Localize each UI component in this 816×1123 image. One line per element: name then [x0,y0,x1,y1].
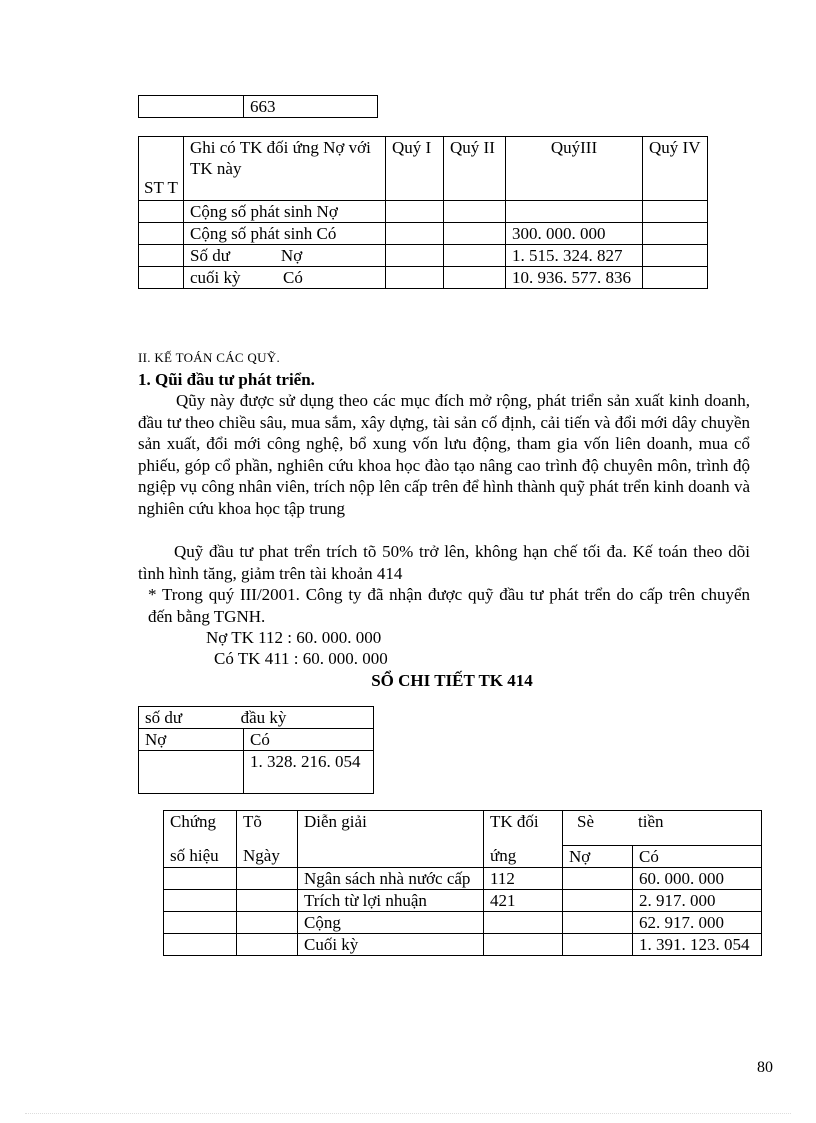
paragraph-3: * Trong quý III/2001. Công ty đã nhận được quỹ đầu tư phát trển do cấp trên chuyển đến bằng TGNH. [148,585,750,626]
journal-entry-debit: Nợ TK 112 : 60. 000. 000 [206,628,382,647]
table-cell [386,201,444,223]
table-cell [237,912,298,934]
table-cell [643,223,708,245]
account-code: 663 [244,96,378,118]
header-ghi-co: Ghi có TK đối ứng Nợ với TK này [184,137,386,201]
table-cell [563,868,633,890]
table-cell: Ngân sách nhà nước cấp [298,868,484,890]
opening-balance-label-left: số dư [145,708,183,727]
subsection-heading: 1. Qũi đầu tư phát triển. [138,370,315,389]
table-row [164,934,762,956]
summary-table-header [139,137,708,201]
opening-debit-label: Nợ [139,729,244,751]
table-row [164,890,762,912]
table-cell [386,245,444,267]
header-ung: ứng [484,845,563,868]
header-co: Có [633,845,762,868]
table-cell [386,267,444,289]
table-cell [643,245,708,267]
journal-entry-credit: Có TK 411 : 60. 000. 000 [214,649,388,668]
opening-balance-label [139,707,374,729]
table-cell: Cộng [298,912,484,934]
page-number: 80 [757,1059,773,1076]
table-cell: 421 [484,890,563,912]
account-code-box [138,95,378,118]
table-cell [164,868,237,890]
opening-balance-label-right: đầu kỳ [240,708,287,727]
table-row [139,223,708,245]
table-cell [484,934,563,956]
paragraph-1: Qũy này được sử dụng theo các mục đích mở rộng, phát triển sản xuất kinh doanh, đầu tư theo chiều sâu, mua sắm, xây dựng, tài sản cố định, cải tiến và đổi mới dây chuyền sản xuất, đổi mới công nghệ, bổ xung vốn lưu động, tham gia vốn liên doanh, mua cổ phiếu, góp cổ phần, nghiên cứu khoa học đào tạo nâng cao trình độ chuyên môn, trình độ ngiệp vụ công nhân viên, trích nộp lên cấp trên để hình thành quỹ phát trển kinh doanh và nghiên cứu khoa học tập trung [138,391,750,518]
table-cell [444,245,506,267]
table-cell [139,223,184,245]
table-cell: Cộng số phát sinh Nợ [184,201,386,223]
section-heading: II. KẾ TOÁN CÁC QUỸ. [138,350,281,365]
header-quy-1: Quý I [386,137,444,201]
header-tk-doi: TK đối [484,811,563,846]
table-cell: Số dư Nợ [184,245,386,267]
table-cell [139,201,184,223]
table-cell [444,223,506,245]
table-row [139,245,708,267]
opening-credit-label: Có [244,729,374,751]
table-cell [444,201,506,223]
table-cell: 112 [484,868,563,890]
ledger-title: SỔ CHI TIẾT TK 414 [371,671,533,690]
table-cell [643,201,708,223]
table-cell [139,245,184,267]
table-cell [164,890,237,912]
ledger-table [163,810,762,956]
account-code-blank [139,96,244,118]
table-row [139,267,708,289]
opening-balance-table [138,706,374,794]
table-cell [139,267,184,289]
table-cell [444,267,506,289]
header-ngay: Ngày [237,845,298,868]
table-row [164,868,762,890]
summary-table [138,136,708,289]
opening-debit-value [139,751,244,794]
opening-credit-value: 1. 328. 216. 054 [244,751,374,794]
table-cell [563,934,633,956]
table-cell: 1. 391. 123. 054 [633,934,762,956]
table-cell [563,912,633,934]
table-cell [164,934,237,956]
table-cell: Trích từ lợi nhuận [298,890,484,912]
page-bottom-rule [25,1113,791,1114]
header-tien: tiền [638,812,664,831]
table-cell: 62. 917. 000 [633,912,762,934]
header-stt: ST T [139,137,184,201]
table-cell: 10. 936. 577. 836 [506,267,643,289]
table-cell [484,912,563,934]
header-so-hieu: số hiệu [164,845,237,868]
header-no: Nợ [563,845,633,868]
table-cell: Cuối kỳ [298,934,484,956]
paragraph-2: Quỹ đầu tư phat trển trích tõ 50% trở lên, không hạn chế tối đa. Kế toán theo dõi tình hình tăng, giảm trên tài khoản 414 [138,542,750,583]
table-cell: 2. 917. 000 [633,890,762,912]
table-cell [563,890,633,912]
table-cell: cuối kỳ Có [184,267,386,289]
table-cell [386,223,444,245]
table-cell [506,201,643,223]
table-cell [237,934,298,956]
table-cell: 1. 515. 324. 827 [506,245,643,267]
table-row [164,912,762,934]
table-row [139,201,708,223]
table-cell: 300. 000. 000 [506,223,643,245]
table-cell [164,912,237,934]
header-se: Sè [577,812,594,831]
header-to: Tõ [237,811,298,846]
header-quy-3: QuýIII [506,137,643,201]
table-cell [237,868,298,890]
header-quy-2: Quý II [444,137,506,201]
table-cell: 60. 000. 000 [633,868,762,890]
header-chung: Chứng [164,811,237,846]
header-dien-giai: Diễn giải [298,811,484,868]
header-quy-4: Quý IV [643,137,708,201]
table-cell [237,890,298,912]
header-so-tien [563,811,762,846]
ledger-header-top [164,811,762,846]
table-cell [643,267,708,289]
table-cell: Cộng số phát sinh Có [184,223,386,245]
